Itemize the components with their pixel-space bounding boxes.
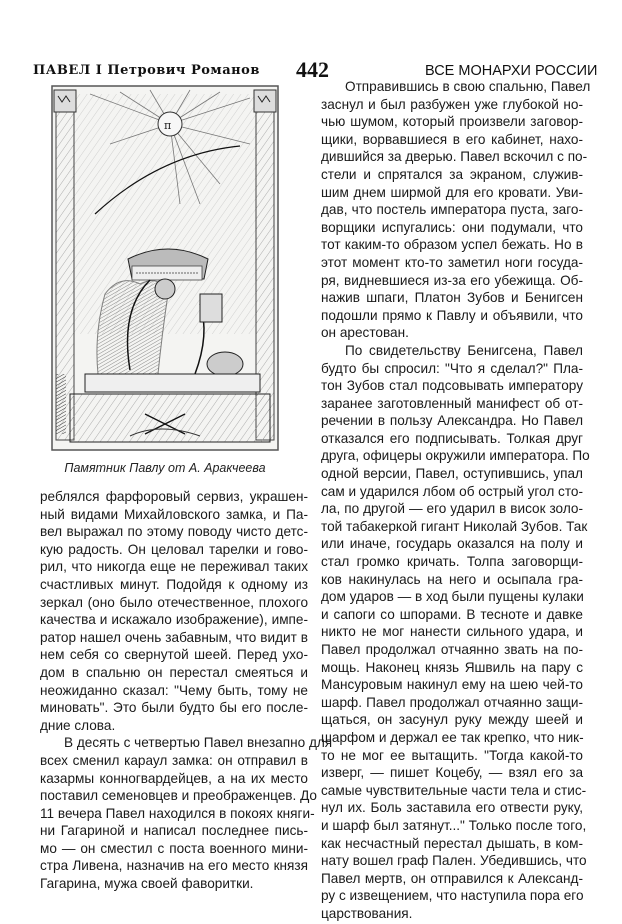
paragraph	[321, 78, 591, 342]
text-line: ворщики испугались: они подумали, что	[321, 219, 583, 235]
text-line: нем себя со свернутой шеей. Перед ухо-	[40, 647, 308, 663]
paragraph	[40, 734, 333, 892]
text-line: чью шумом, который произвели заговор-	[321, 114, 583, 130]
text-line: стели и спрятался за экраном, служив-	[321, 166, 583, 182]
text-line: качества и искажало изображение), импе-	[40, 612, 308, 628]
text-line: неожиданно сказал: "Чему быть, тому не	[40, 682, 308, 698]
text-line: отказался его подписывать. Толкая друг	[321, 430, 583, 446]
text-line: ный видами Михайловского замка, и Па-	[40, 506, 308, 522]
text-line: ру с извещением, что наступила пора его	[321, 888, 584, 904]
text-line: сам и ударился лбом об острый угол сто-	[321, 483, 583, 499]
text-line: ря, видневшиеся из-за его убежища. Об-	[321, 272, 583, 288]
text-line: 11 вечера Павел находился в покоях княги-	[40, 805, 315, 821]
text-line: царствования.	[321, 905, 413, 921]
text-line: ратор нашел очень забавным, что видит в	[40, 629, 308, 645]
text-line: стра Ливена, назначив на его место князя	[40, 858, 308, 874]
engraving-illustration	[50, 84, 280, 452]
text-line: поставил семеновцев и преображенцев. До	[40, 788, 317, 804]
text-line: щики, ворвавшиеся в его кабинет, нахо-	[321, 131, 583, 147]
text-line: кую радость. Он целовал тарелки и гово-	[40, 541, 308, 557]
text-line: дние слова.	[40, 717, 116, 733]
text-line: подошли прямо к Павлу и объявили, что	[321, 307, 583, 323]
text-line: реблялся фарфоровый сервиз, украшен-	[40, 489, 308, 504]
text-line: ни Гагариной и написал последнее пись-	[40, 823, 308, 839]
text-line: Гагарина, мужа своей фаворитки.	[40, 876, 254, 892]
page-header	[0, 0, 622, 80]
running-head-right: ВСЕ МОНАРХИ РОССИИ	[425, 63, 598, 79]
text-line: заранее заготовленный манифест об от-	[321, 395, 583, 411]
text-line: шим днем ширмой для его кровати. Уви-	[321, 184, 583, 200]
running-head-left: ПАВЕЛ I Петрович Романов	[33, 63, 260, 78]
text-line: дившийся за дверью. Павел вскочил с по-	[321, 149, 588, 165]
text-line: тон Зубов стал подсовывать императору	[321, 378, 583, 394]
page-number: 442	[296, 57, 329, 82]
text-line: друга, офицеры окружили императора. По	[321, 448, 590, 464]
text-line: миновать". Это были будто бы его после-	[40, 700, 308, 716]
text-line: шарфом и держал ее так крепко, что ник-	[321, 729, 584, 745]
text-line: В десять с четвертью Павел внезапно для	[64, 735, 333, 751]
text-line: речении в пользу Александра. Но Павел	[321, 413, 583, 429]
text-line: и шарф был затянут..." Только после того,	[321, 817, 587, 833]
text-line: Мансуровым накинул ему на шею чей-то	[321, 677, 583, 693]
text-line: тот каким-то образом успел бежать. Но в	[321, 237, 583, 253]
text-line: никто не мог нанести сильного удара, и	[321, 624, 583, 640]
text-line: Отправившись в свою спальню, Павел	[345, 79, 591, 94]
text-line: заснул и был разбужен уже глубокой но-	[321, 96, 583, 112]
text-line: счастливых минут. Подойдя к одному из	[40, 576, 308, 592]
text-line: той табакеркой гигант Николай Зубов. Так	[321, 518, 588, 534]
text-line: и сапоги со шпорами. В тесноте и давке	[321, 606, 583, 622]
text-line: шарф. Павел продолжал отчаянно защи-	[321, 694, 583, 710]
text-line: нул их. Боль заставила его отвести руку,	[321, 800, 583, 816]
text-line: рил, что никогда еще не переживал таких	[40, 559, 308, 575]
text-line: самые чувствительные части тела и стис-	[321, 782, 587, 798]
left-column-text	[40, 488, 333, 893]
text-line: нажив шпаги, Платон Зубов и Бенигсен	[321, 290, 583, 306]
monument-engraving	[50, 84, 280, 452]
text-line: то не мог ее вытащить. "Тогда какой-то	[321, 747, 583, 763]
text-line: вел выражал по этому поводу чисто детс-	[40, 524, 308, 540]
sarcophagus	[128, 249, 208, 280]
right-column-text	[321, 78, 591, 923]
text-line: всех сменил караул замка: он отправил в	[40, 752, 308, 768]
figure-caption: Памятник Павлу от А. Аракчеева	[64, 461, 266, 475]
paragraph	[40, 488, 308, 734]
text-line: он арестован.	[321, 325, 409, 341]
paragraph	[321, 342, 590, 923]
text-line: ков накинулась на него и осыпала гра-	[321, 571, 583, 587]
text-line: дом ударов — в ход были пущены кулаки	[321, 589, 584, 605]
text-line: дом в спальню он перестал смеяться и	[40, 664, 308, 680]
text-line: изверг, — пишет Коцебу, — взял его за	[321, 765, 583, 781]
text-line: щаться, он засунул руку между шеей и	[321, 712, 583, 728]
left-column-ornament	[54, 90, 76, 440]
text-line: как несчастный перестал дышать, в ком-	[321, 835, 583, 851]
text-line: стал громко кричать. Толпа заговорщи-	[321, 554, 583, 570]
text-line: мощь. Наконец князь Яшвиль на пару с	[321, 659, 583, 675]
text-line: Павел мертв, он отправился к Александ-	[321, 870, 583, 886]
text-line: нату вошел граф Пален. Убедившись, что	[321, 853, 587, 869]
text-line: По свидетельству Бенигсена, Павел	[345, 342, 583, 358]
text-line: дав, что постель императора пуста, заго-	[321, 202, 583, 218]
text-line: казармы конногвардейцев, а на их место	[40, 770, 308, 786]
text-line: или иначе, государь оказался на полу и	[321, 536, 583, 552]
svg-text:π: π	[164, 119, 172, 132]
text-line: будто бы спросил: "Что я сделал?" Пла-	[321, 360, 583, 376]
text-line: Павел продолжал отчаянно звать на по-	[321, 642, 583, 657]
text-line: ла, по другой — его ударил в висок золо-	[321, 501, 583, 517]
plinth	[70, 374, 270, 442]
text-line: этот момент кто-то заметил ноги госуда-	[321, 254, 583, 270]
text-line: одной версии, Павел, оступившись, упал	[321, 466, 583, 482]
text-line: зеркал (оно было отечественное, плохого	[40, 594, 308, 610]
text-line: мо — он сместил с поста военного мини-	[40, 840, 308, 856]
